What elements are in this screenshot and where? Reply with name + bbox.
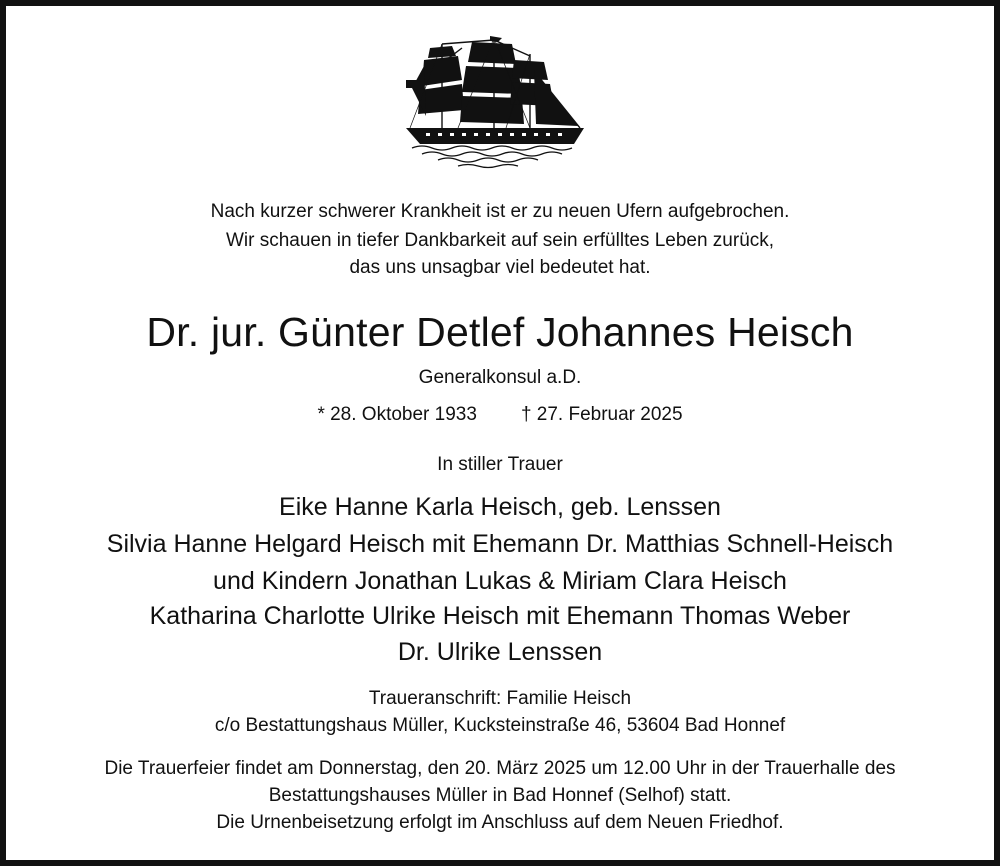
intro-line-3: das uns unsagbar viel bedeutet hat. xyxy=(349,257,651,278)
family-line-2: Silvia Hanne Helgard Heisch mit Ehemann Dr. Matthias Schnell-Heisch xyxy=(106,530,894,558)
family-line-1: Eike Hanne Karla Heisch, geb. Lenssen xyxy=(279,493,721,521)
mourning-heading: In stiller Trauer xyxy=(437,454,563,475)
deceased-title: Generalkonsul a.D. xyxy=(418,367,582,388)
family-line-4: Katharina Charlotte Ulrike Heisch mit Ehemann Thomas Weber xyxy=(149,602,851,630)
ceremony-line-3: Die Urnenbeisetzung erfolgt im Anschluss auf dem Neuen Friedhof. xyxy=(216,812,784,833)
intro-line-1: Nach kurzer schwerer Krankheit ist er zu neuen Ufern aufgebrochen. xyxy=(210,201,790,222)
intro-line-2: Wir schauen in tiefer Dankbarkeit auf sein erfülltes Leben zurück, xyxy=(225,230,775,251)
ceremony-line-1: Die Trauerfeier findet am Donnerstag, den 20. März 2025 um 12.00 Uhr in der Trauerhalle des xyxy=(104,758,896,779)
birth-date: * 28. Oktober 1933 xyxy=(317,404,477,425)
family-line-3: und Kindern Jonathan Lukas & Miriam Clara Heisch xyxy=(213,567,787,595)
sailing-ship-icon xyxy=(402,36,588,172)
death-date: † 27. Februar 2025 xyxy=(520,404,683,425)
life-dates xyxy=(6,404,994,426)
ceremony-line-2: Bestattungshauses Müller in Bad Honnef (Selhof) statt. xyxy=(268,785,732,806)
deceased-name: Dr. jur. Günter Detlef Johannes Heisch xyxy=(146,309,854,355)
family-line-5: Dr. Ulrike Lenssen xyxy=(397,638,603,666)
address-line-1: Traueranschrift: Familie Heisch xyxy=(368,688,632,709)
address-line-2: c/o Bestattungshaus Müller, Kucksteinstraße 46, 53604 Bad Honnef xyxy=(214,715,786,736)
